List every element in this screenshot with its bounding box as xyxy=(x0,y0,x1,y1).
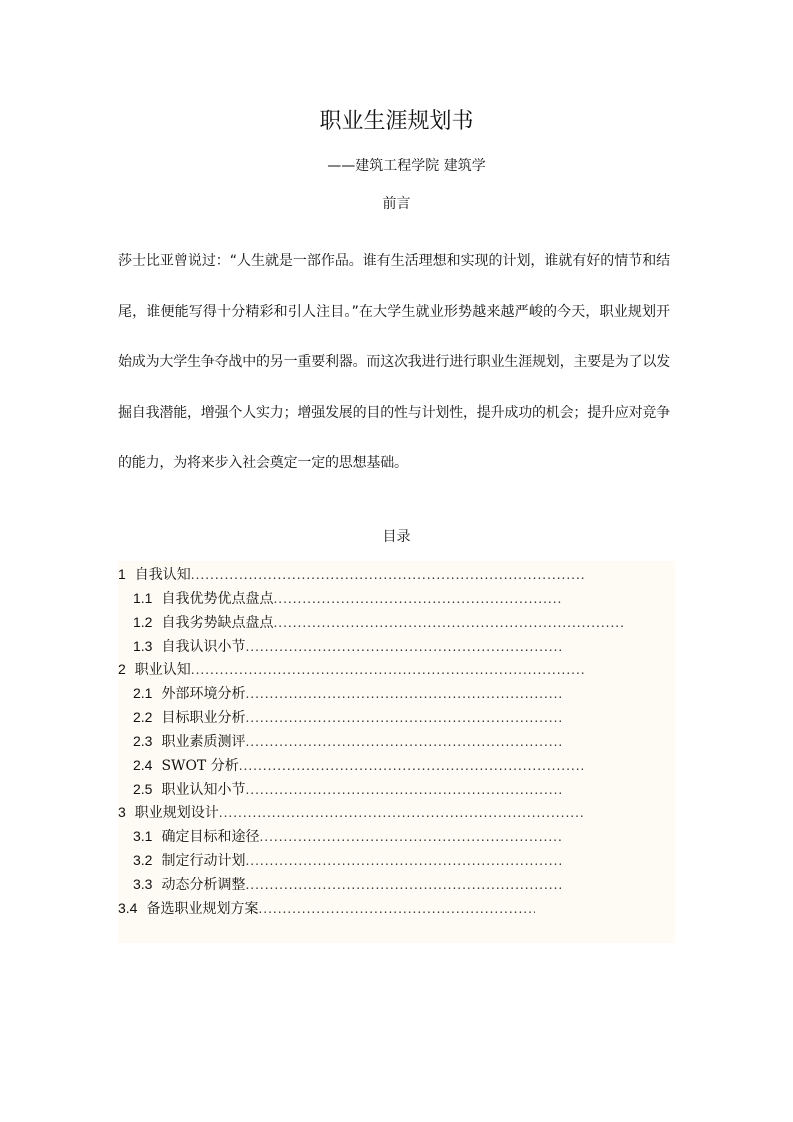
toc-label: 职业认知 xyxy=(134,662,191,678)
toc-number: 2 xyxy=(118,661,126,677)
dot-leader xyxy=(245,640,563,654)
toc-label: 职业认知小节 xyxy=(161,782,246,798)
toc-entry[interactable] xyxy=(118,731,563,751)
dot-leader xyxy=(245,687,563,701)
dot-leader xyxy=(245,878,563,892)
toc-entry[interactable] xyxy=(118,898,535,918)
toc-number: 1.1 xyxy=(133,590,153,606)
toc-label: 目标职业分析 xyxy=(161,710,246,726)
dot-leader xyxy=(258,902,535,916)
toc-label: SWOT 分析 xyxy=(161,758,239,774)
toc-number: 3.4 xyxy=(118,900,138,916)
dot-leader xyxy=(239,759,583,773)
dot-leader xyxy=(245,783,563,797)
toc-label: 自我优势优点盘点 xyxy=(161,591,274,607)
toc-entry[interactable] xyxy=(118,588,563,608)
toc-label: 职业规划设计 xyxy=(134,805,219,821)
preface-heading: 前言 xyxy=(382,196,411,212)
dot-leader xyxy=(191,663,585,677)
toc-heading: 目录 xyxy=(382,529,411,545)
dot-leader xyxy=(273,616,626,630)
toc-entry[interactable] xyxy=(118,683,563,703)
toc-number: 1 xyxy=(118,566,126,582)
toc-number: 2.1 xyxy=(133,685,153,701)
toc-number: 2.2 xyxy=(133,709,153,725)
toc-label: 动态分析调整 xyxy=(161,877,246,893)
toc-entry[interactable] xyxy=(118,802,585,822)
toc-entry[interactable] xyxy=(118,659,585,679)
toc-number: 2.4 xyxy=(133,757,153,773)
toc-number: 1.3 xyxy=(133,638,153,654)
dot-leader xyxy=(273,592,563,606)
toc-entry[interactable] xyxy=(118,636,563,656)
toc-number: 3.3 xyxy=(133,876,153,892)
toc-entry[interactable] xyxy=(118,779,563,799)
toc-number: 3 xyxy=(118,804,126,820)
toc-label: 外部环境分析 xyxy=(161,686,246,702)
document-subtitle: ——建筑工程学院 建筑学 xyxy=(327,158,486,174)
toc-number: 3.2 xyxy=(133,852,153,868)
toc-number: 2.5 xyxy=(133,781,153,797)
toc-number: 3.1 xyxy=(133,828,153,844)
toc-label: 自我劣势缺点盘点 xyxy=(161,615,274,631)
toc-entry[interactable] xyxy=(118,755,583,775)
preface-paragraph: 莎士比亚曾说过：“人生就是一部作品。谁有生活理想和实现的计划，谁就有好的情节和结尾，谁便能写得十分精彩和引人注目。”在大学生就业形势越来越严峻的今天，职业规划开始成为大学生争夺战中的另一重要利器。而这次我进行进行职业生涯规划，主要是为了以发掘自我潜能，增强个人实力；增强发展的目的性与计划性，提升成功的机会；提升应对竞争的能力，为将来步入社会奠定一定的思想基础。 xyxy=(118,253,670,471)
toc-entry[interactable] xyxy=(118,826,563,846)
toc-entry[interactable] xyxy=(118,874,563,894)
dot-leader xyxy=(245,854,563,868)
dot-leader xyxy=(259,830,563,844)
toc-entry[interactable] xyxy=(118,707,563,727)
toc-number: 1.2 xyxy=(133,614,153,630)
dot-leader xyxy=(245,711,563,725)
dot-leader xyxy=(219,806,585,820)
toc-label: 自我认知 xyxy=(134,567,191,583)
toc-entry[interactable] xyxy=(118,612,626,632)
toc-label: 备选职业规划方案 xyxy=(146,901,259,917)
toc-label: 确定目标和途径 xyxy=(161,829,260,845)
toc-label: 制定行动计划 xyxy=(161,853,246,869)
toc-number: 2.3 xyxy=(133,733,153,749)
toc-entry[interactable] xyxy=(118,564,585,584)
dot-leader xyxy=(191,568,585,582)
table-of-contents xyxy=(118,561,675,943)
toc-label: 职业素质测评 xyxy=(161,734,246,750)
document-title: 职业生涯规划书 xyxy=(319,109,474,134)
toc-entry[interactable] xyxy=(118,850,563,870)
dot-leader xyxy=(245,735,563,749)
toc-label: 自我认识小节 xyxy=(161,639,246,655)
